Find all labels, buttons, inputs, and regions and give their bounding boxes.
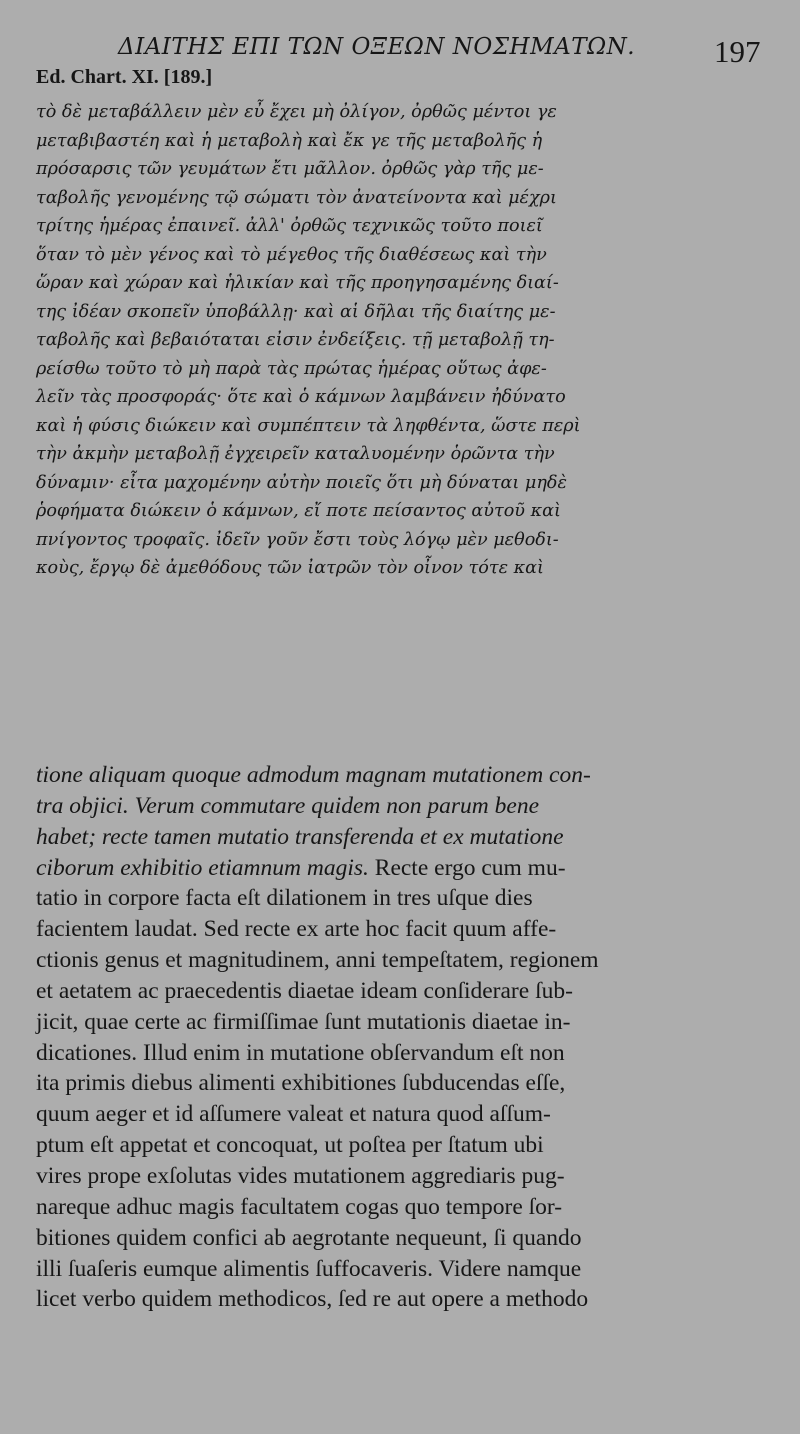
latin-line: illi ſuaſeris eumque alimentis ſuffocaveris. Videre namque [36, 1255, 582, 1282]
latin-line: tione aliquam quoque admodum magnam mutationem con- [36, 762, 591, 788]
latin-line: vires prope exſolutas vides mutationem aggrediaris pug- [36, 1162, 565, 1189]
greek-text-block [36, 98, 766, 583]
latin-line-mixed [36, 853, 766, 884]
greek-line: τὴν ἀκμὴν μεταβολῇ ἐγχειρεῖν καταλυομένην ὁρῶντα τὴν [36, 444, 555, 464]
page-number: 197 [714, 34, 761, 69]
greek-line: κοὺς, ἔργῳ δὲ ἀμεθόδους τῶν ἰατρῶν τὸν οἶνον τότε καὶ [36, 558, 544, 578]
latin-line: nareque adhuc magis facultatem cogas quo tempore ſor- [36, 1193, 563, 1220]
latin-line: ptum eſt appetat et concoquat, ut poſtea per ſtatum ubi [36, 1132, 544, 1159]
greek-line: τὸ δὲ μεταβάλλειν μὲν εὖ ἔχει μὴ ὀλίγον, ὀρθῶς μέντοι γε [36, 102, 557, 122]
greek-line: ὅταν τὸ μὲν γένος καὶ τὸ μέγεθος τῆς διαθέσεως καὶ τὴν [36, 244, 547, 265]
latin-roman-run: Recte ergo cum mu- [368, 854, 566, 881]
running-title: ΔΙΑΙΤΗΣ ΕΠΙ ΤΩΝ ΟΞΕΩΝ ΝΟΣΗΜΑΤΩΝ. [118, 34, 636, 60]
latin-line: habet; recte tamen mutatio transferenda et ex mutatione [36, 823, 564, 850]
page-header [0, 30, 800, 70]
greek-line: καὶ ἡ φύσις διώκειν καὶ συμπέπτειν τὰ ληφθέντα, ὥστε περὶ [36, 415, 581, 436]
edition-reference: Ed. Chart. XI. [189.] [36, 66, 213, 88]
latin-line: licet verbo quidem methodicos, ſed re aut opere a methodo [36, 1286, 589, 1313]
latin-line: bitiones quidem confici ab aegrotante nequeunt, ſi quando [36, 1224, 582, 1251]
greek-line: ταβολῆς καὶ βεβαιόταται εἰσιν ἐνδείξεις. τῇ μεταβολῇ τη- [36, 330, 555, 350]
greek-line: ταβολῆς γενομένης τῷ σώματι τὸν ἀνατείνοντα καὶ μέχρι [36, 187, 557, 208]
greek-line: δύναμιν· εἶτα μαχομένην αὐτὴν ποιεῖς ὅτι μὴ δύναται μηδὲ [36, 472, 567, 493]
greek-line: τρίτης ἡμέρας ἐπαινεῖ. ἀλλ' ὀρθῶς τεχνικῶς τοῦτο ποιεῖ [36, 216, 543, 236]
latin-text-block [36, 760, 766, 1315]
latin-line: dicationes. Illud enim in mutatione obſervandum eſt non [36, 1039, 565, 1066]
latin-line: tra objici. Verum commutare quidem non parum bene [36, 792, 540, 819]
latin-line: facientem laudat. Sed recte ex arte hoc facit quum affe- [36, 916, 557, 943]
greek-line: ῥοφήματα διώκειν ὁ κάμνων, εἴ ποτε πείσαντος αὐτοῦ καὶ [36, 501, 561, 521]
greek-line: ὥραν καὶ χώραν καὶ ἡλικίαν καὶ τῆς προηγησαμένης διαί- [36, 273, 559, 293]
latin-italic-run: ciborum exhibitio etiamnum magis. [36, 854, 369, 881]
greek-line: μεταβιβαστέη καὶ ἡ μεταβολὴ καὶ ἔκ γε τῆς μεταβολῆς ἡ [36, 130, 543, 151]
latin-line: jicit, quae certe ac firmiſſimae ſunt mutationis diaetae in- [36, 1008, 571, 1035]
greek-line: πρόσαρσις τῶν γευμάτων ἔτι μᾶλλον. ὀρθῶς γὰρ τῆς με- [36, 159, 544, 179]
greek-line: της ἰδέαν σκοπεῖν ὑποβάλλῃ· καὶ αἱ δῆλαι τῆς διαίτης με- [36, 301, 556, 322]
latin-line: ctionis genus et magnitudinem, anni tempeſtatem, regionem [36, 947, 599, 974]
greek-line: πνίγοντος τροφαῖς. ἰδεῖν γοῦν ἔστι τοὺς λόγῳ μὲν μεθοδι- [36, 529, 559, 550]
greek-line: λεῖν τὰς προσφοράς· ὅτε καὶ ὁ κάμνων λαμβάνειν ἠδύνατο [36, 387, 566, 407]
latin-line: quum aeger et id aſſumere valeat et natura quod aſſum- [36, 1101, 551, 1128]
latin-line: ita primis diebus alimenti exhibitiones ſubducendas eſſe, [36, 1070, 566, 1097]
greek-line: ρείσθω τοῦτο τὸ μὴ παρὰ τὰς πρώτας ἡμέρας οὕτως ἀφε- [36, 358, 547, 379]
latin-line: et aetatem ac praecedentis diaetae ideam conſiderare ſub- [36, 977, 573, 1004]
latin-line: tatio in corpore facta eſt dilationem in tres uſque dies [36, 885, 533, 912]
